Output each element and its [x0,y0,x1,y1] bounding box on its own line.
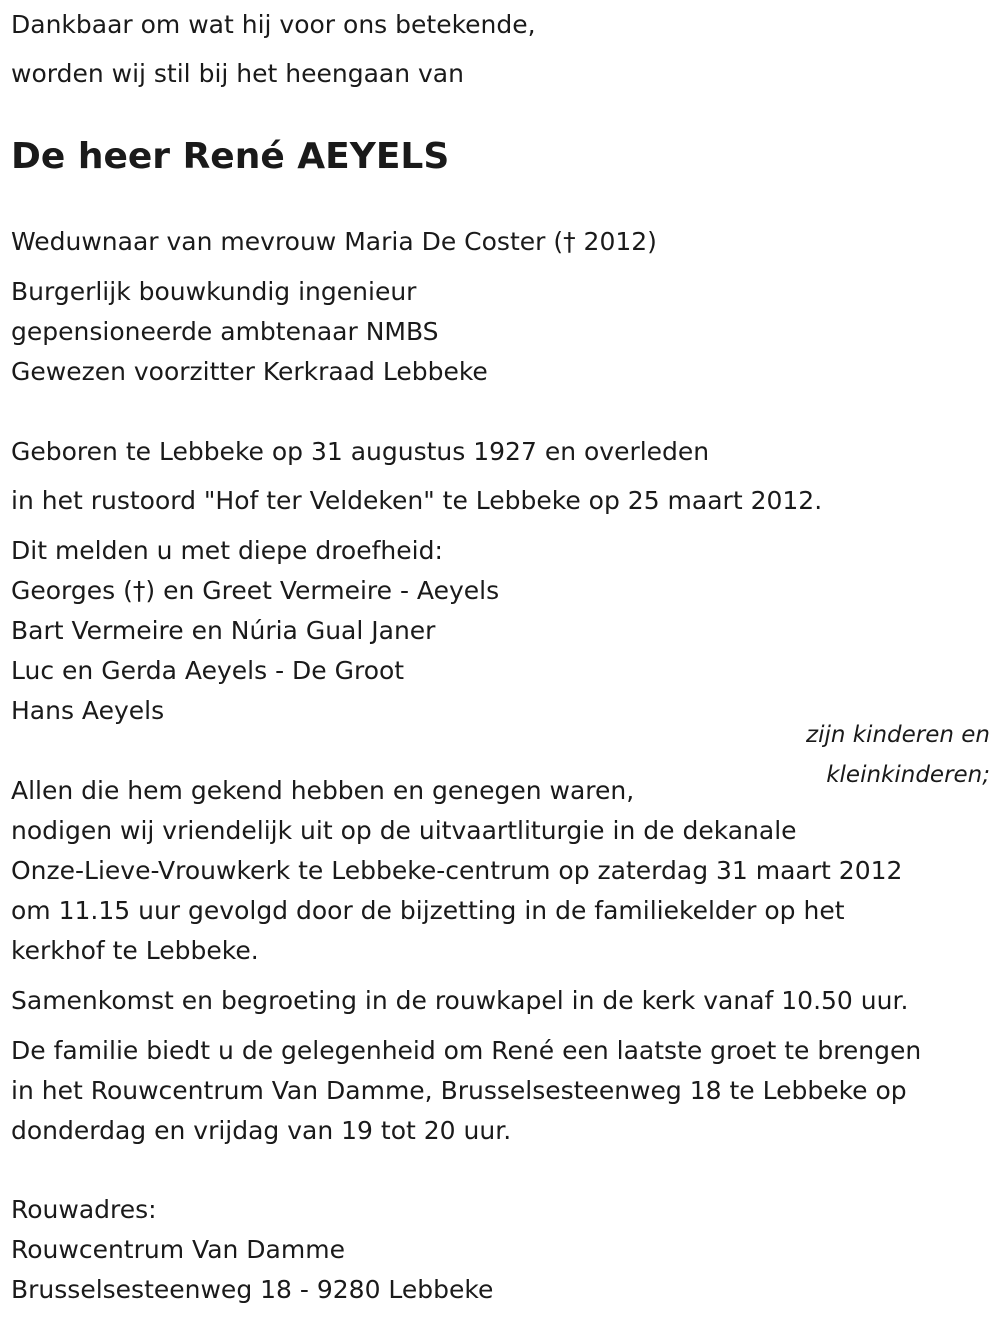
birth-death-line-1: Geboren te Lebbeke op 31 augustus 1927 en overleden [11,437,710,466]
bio-line-4: Gewezen voorzitter Kerkraad Lebbeke [11,357,488,386]
invitation-line-4: om 11.15 uur gevolgd door de bijzetting in de familiekelder op het [11,896,845,925]
viewing-line-2: in het Rouwcentrum Van Damme, Brusselsesteenweg 18 te Lebbeke op [11,1076,907,1105]
address-line-1: Rouwcentrum Van Damme [11,1235,345,1264]
birth-death-line-2: in het rustoord "Hof ter Veldeken" te Lebbeke op 25 maart 2012. [11,486,823,515]
invitation-line-2: nodigen wij vriendelijk uit op de uitvaartliturgie in de dekanale [11,816,797,845]
intro-line-2: worden wij stil bij het heengaan van [11,59,464,88]
bio-line-3: gepensioneerde ambtenaar NMBS [11,317,439,346]
announcers-intro: Dit melden u met diepe droefheid: [11,536,443,565]
bio-line-2: Burgerlijk bouwkundig ingenieur [11,277,417,306]
invitation-line-3: Onze-Lieve-Vrouwkerk te Lebbeke-centrum op zaterdag 31 maart 2012 [11,856,903,885]
address-line-2: Brusselsesteenweg 18 - 9280 Lebbeke [11,1275,494,1304]
viewing-line-1: De familie biedt u de gelegenheid om René een laatste groet te brengen [11,1036,922,1065]
announcer-line-4: Hans Aeyels [11,696,165,725]
relation-line-1: zijn kinderen en [806,722,990,748]
announcer-line-2: Bart Vermeire en Núria Gual Janer [11,616,436,645]
intro-line-1: Dankbaar om wat hij voor ons betekende, [11,10,536,39]
gathering-text: Samenkomst en begroeting in de rouwkapel in de kerk vanaf 10.50 uur. [11,986,909,1015]
deceased-name: De heer René AEYELS [11,136,450,177]
relation-line-2: kleinkinderen; [826,762,990,788]
address-heading: Rouwadres: [11,1195,157,1224]
viewing-line-3: donderdag en vrijdag van 19 tot 20 uur. [11,1116,512,1145]
invitation-line-5: kerkhof te Lebbeke. [11,936,259,965]
bio-line-1: Weduwnaar van mevrouw Maria De Coster († 2012) [11,227,657,256]
announcer-line-1: Georges (†) en Greet Vermeire - Aeyels [11,576,500,605]
invitation-line-1: Allen die hem gekend hebben en genegen waren, [11,776,635,805]
announcer-line-3: Luc en Gerda Aeyels - De Groot [11,656,405,685]
